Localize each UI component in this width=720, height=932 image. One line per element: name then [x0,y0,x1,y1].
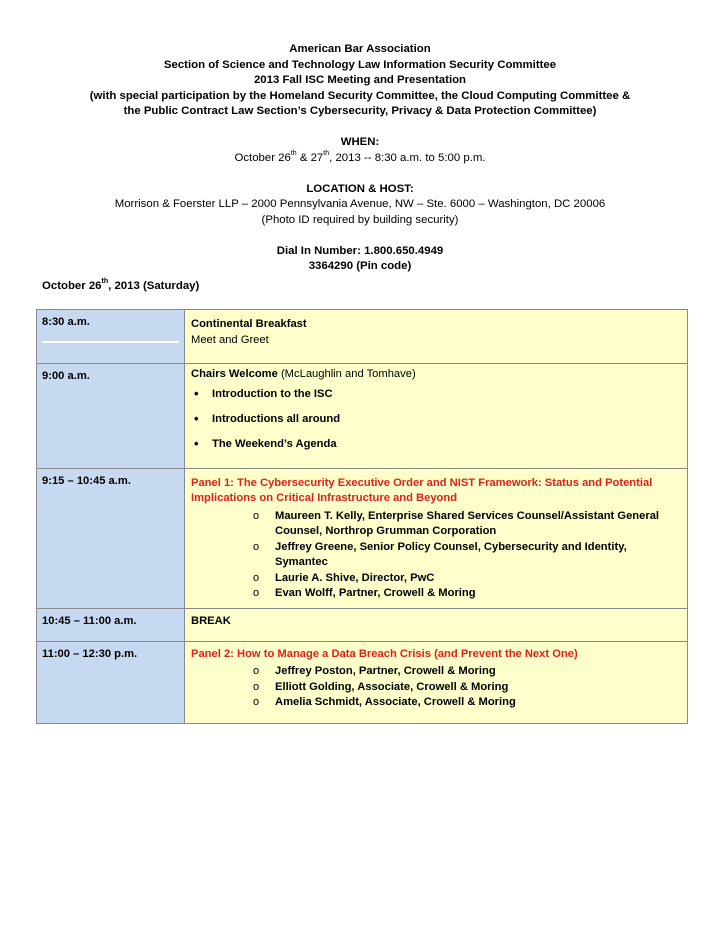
participation-line-1: (with special participation by the Homeland Security Committee, the Cloud Computing Committee & [89,89,631,102]
agenda-title: Panel 1: The Cybersecurity Executive Order and NIST Framework: Status and Potential Implications on Critical Infrastructure and Beyond [191,476,653,504]
speaker-list [191,509,681,602]
agenda-title-note: (McLaughlin and Tomhave) [277,368,416,380]
speaker-list [191,664,681,711]
section-name: Section of Science and Technology Law Information Security Committee [163,58,557,71]
agenda-description [185,641,688,723]
list-item: o Laurie A. Shive, Director, PwC [191,571,681,587]
pin-code: 3364290 (Pin code) [308,260,412,272]
agenda-row [37,310,688,364]
bullet-list [191,387,681,453]
agenda-row [37,468,688,608]
agenda-title: Panel 2: How to Manage a Data Breach Crisis (and Prevent the Next One) [191,647,578,660]
org-name: American Bar Association [289,43,431,55]
agenda-time: 9:15 – 10:45 a.m. [37,468,185,608]
agenda-time: 11:00 – 12:30 p.m. [37,641,185,723]
list-item: • Introduction to the ISC [191,387,681,403]
list-item: o Jeffrey Greene, Senior Policy Counsel, Cybersecurity and Identity, Symantec [191,540,681,571]
agenda-time: 8:30 a.m. [37,310,185,364]
agenda-time: 10:45 – 11:00 a.m. [37,608,185,641]
agenda-description [185,468,688,608]
location-label: LOCATION & HOST: [306,182,414,195]
agenda-description [185,608,688,641]
agenda-subtitle: Meet and Greet [191,333,269,346]
photo-id-note: (Photo ID required by building security) [261,213,459,226]
agenda-row [37,364,688,469]
dial-in-number: Dial In Number: 1.800.650.4949 [276,244,444,257]
document-header [0,42,720,275]
meeting-title: 2013 Fall ISC Meeting and Presentation [253,74,467,86]
agenda-description [185,364,688,469]
day-heading: October 26th, 2013 (Saturday) [42,278,200,292]
agenda-title: Chairs Welcome [191,368,278,380]
participation-line-2: the Public Contract Law Section’s Cybersecurity, Privacy & Data Protection Committee) [123,105,597,117]
list-item: • Introductions all around [191,412,681,428]
list-item: o Elliott Golding, Associate, Crowell & Moring [191,680,681,696]
when-label: WHEN: [340,136,380,148]
list-item: • The Weekend’s Agenda [191,437,681,453]
agenda-time: 9:00 a.m. [37,364,185,469]
when-dates: October 26th & 27th, 2013 -- 8:30 a.m. to 5:00 p.m. [234,149,486,164]
location-address: Morrison & Foerster LLP – 2000 Pennsylvania Avenue, NW – Ste. 6000 – Washington, DC 20006 [114,198,606,210]
agenda-row [37,608,688,641]
agenda-table [36,309,688,724]
list-item: o Amelia Schmidt, Associate, Crowell & Moring [191,695,681,711]
list-item: o Jeffrey Poston, Partner, Crowell & Moring [191,664,681,680]
agenda-description [185,310,688,364]
agenda-title: Continental Breakfast [191,318,307,330]
list-item: o Evan Wolff, Partner, Crowell & Moring [191,586,681,602]
list-item: o Maureen T. Kelly, Enterprise Shared Services Counsel/Assistant General Counsel, Northrop Grumman Corporation [191,509,681,540]
agenda-row [37,641,688,723]
agenda-title: BREAK [191,614,231,627]
